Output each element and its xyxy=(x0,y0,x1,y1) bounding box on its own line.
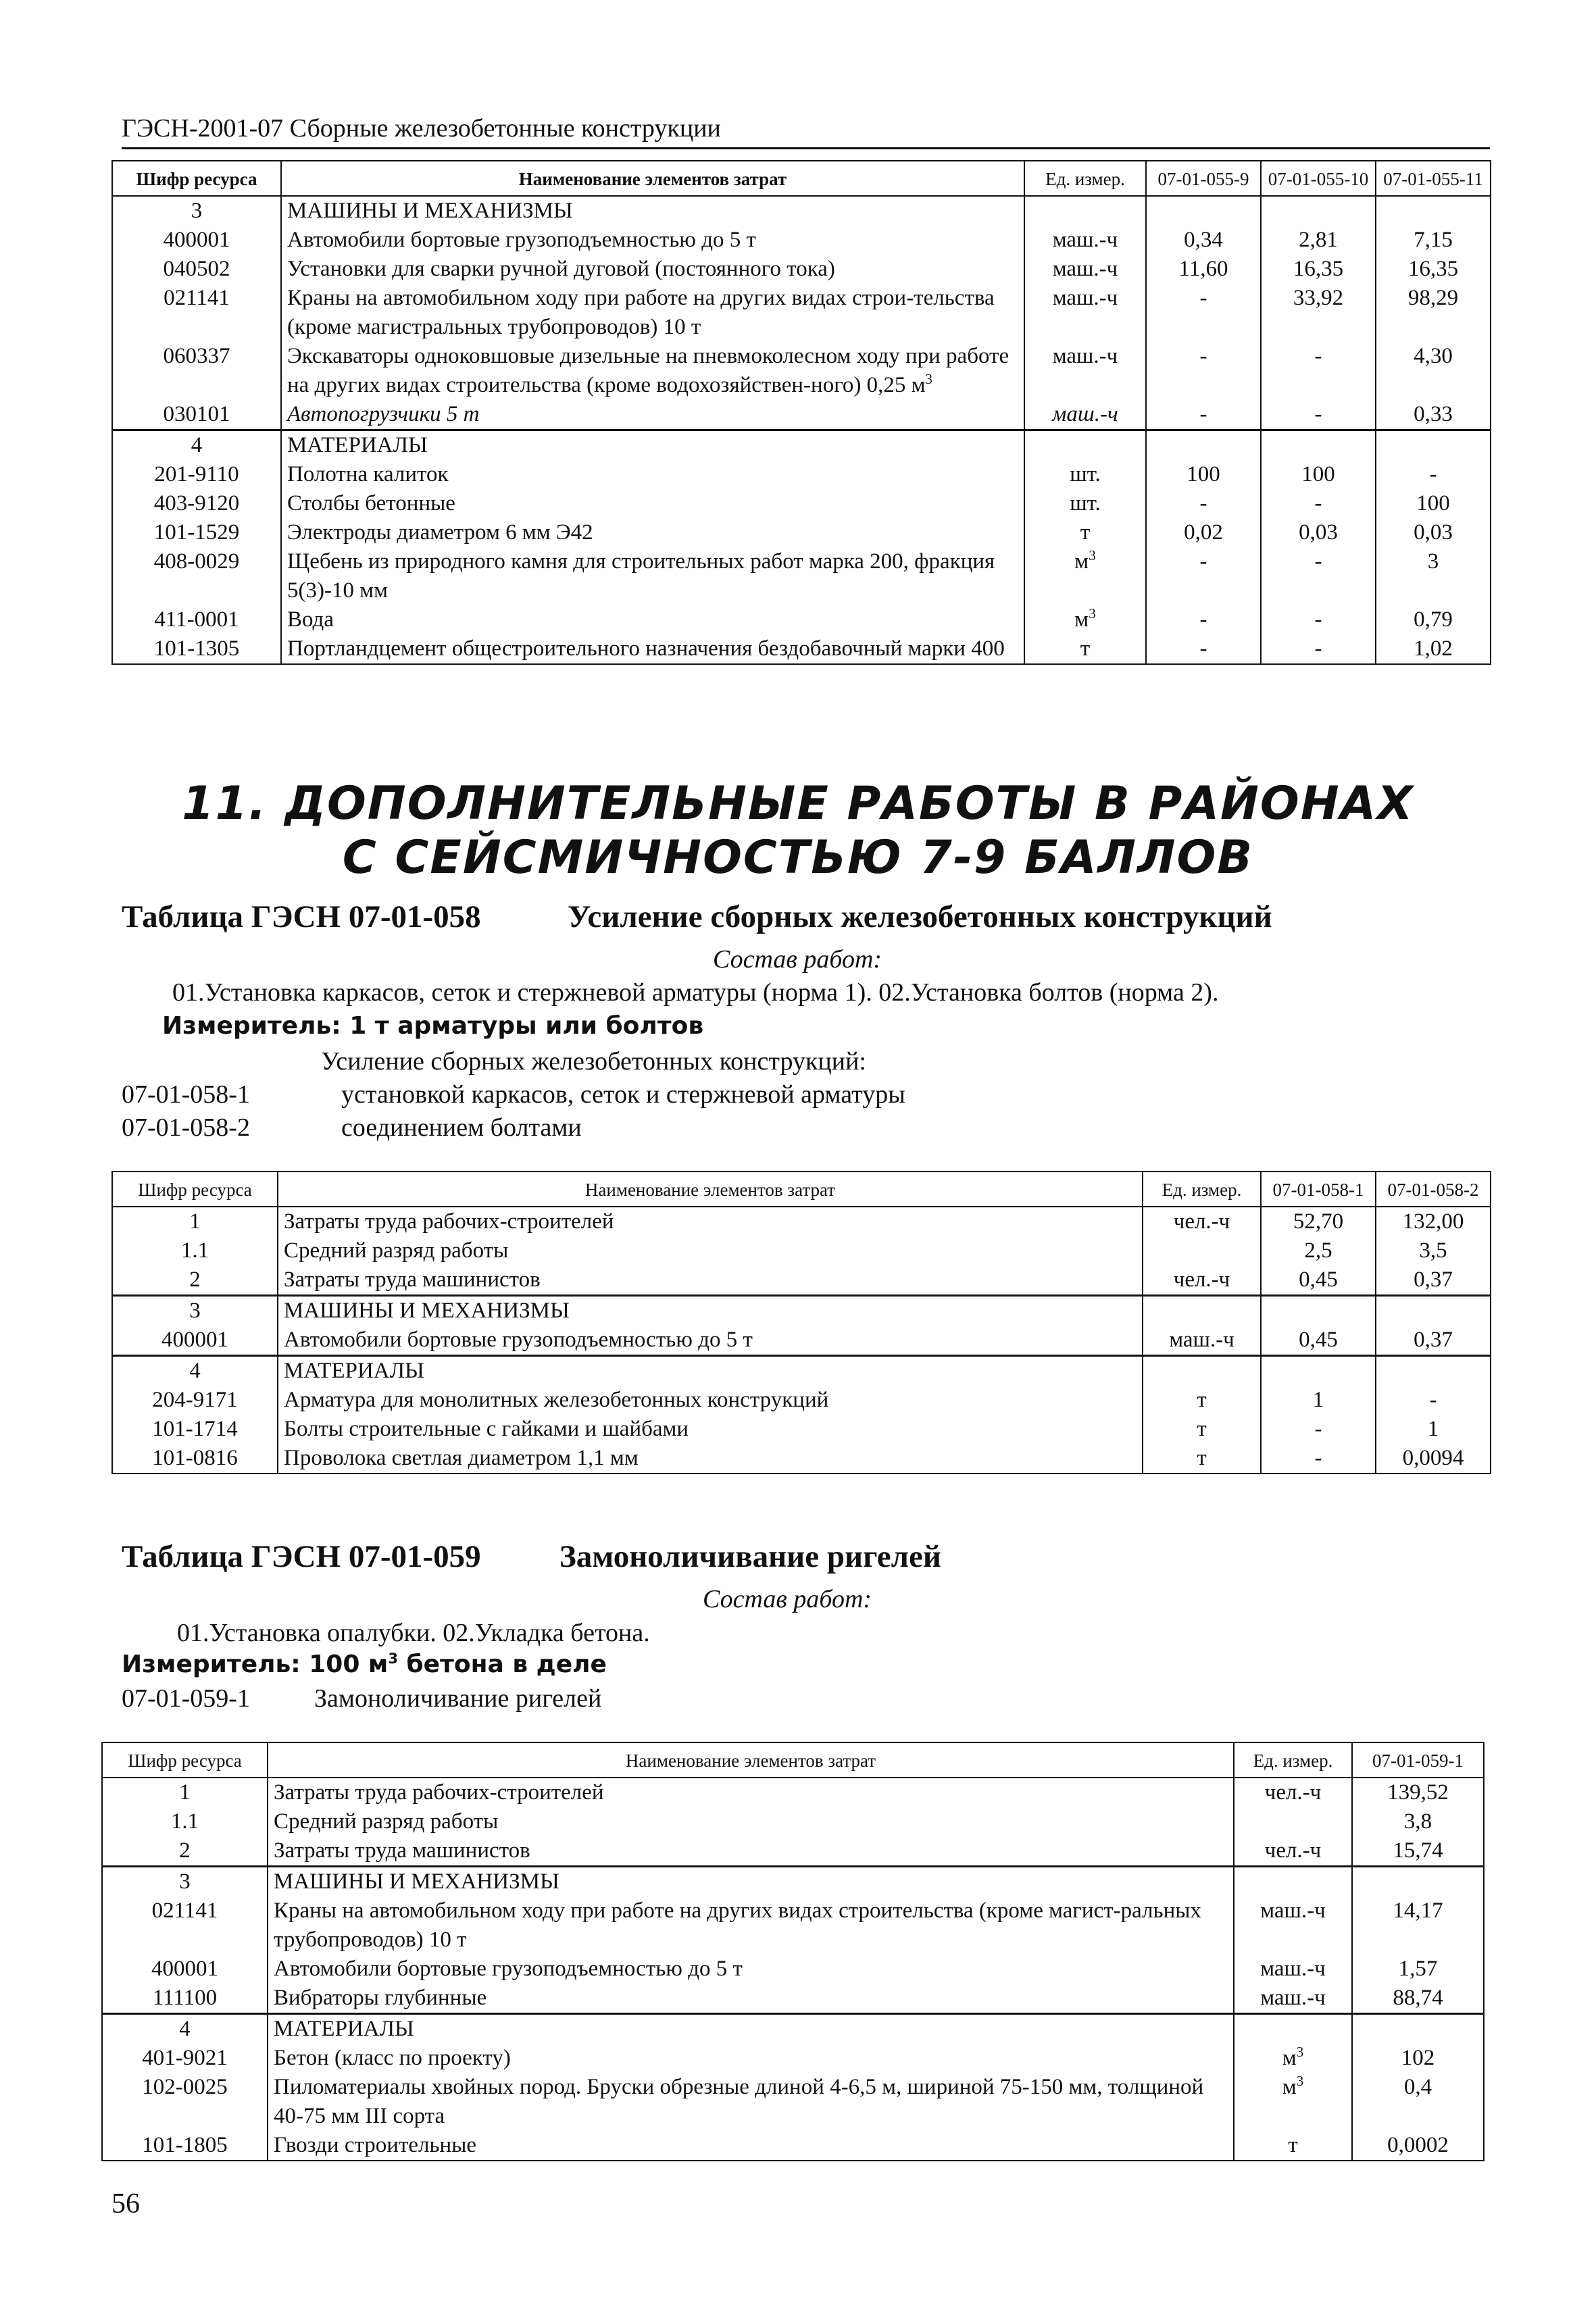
composition-text: 01.Установка каркасов, сеток и стержневой арматуры (норма 1). 02.Установка болтов (норма 2). xyxy=(172,978,1219,1007)
row-code: 400001 xyxy=(102,1955,268,1984)
row-value: 0,03 xyxy=(1261,518,1376,547)
table-059-meter xyxy=(122,1651,607,1678)
group-title: МАТЕРИАЛЫ xyxy=(281,430,1024,461)
row-value: 0,03 xyxy=(1376,518,1491,547)
row-name: Полотна калиток xyxy=(281,460,1024,489)
row-name: Пиломатериалы хвойных пород. Бруски обрезные длиной 4-6,5 м, шириной 75-150 мм, толщиной 40-75 мм III сорта xyxy=(268,2073,1234,2131)
row-unit xyxy=(1143,1236,1261,1265)
row-value: - xyxy=(1261,634,1376,664)
row-unit: т xyxy=(1024,634,1146,664)
header-unit: Ед. измер. xyxy=(1024,161,1146,196)
table-row xyxy=(102,2131,1484,2161)
table-row xyxy=(112,1356,1491,1386)
row-unit: т xyxy=(1143,1415,1261,1444)
row-code: 408-0029 xyxy=(112,547,281,605)
table-header-row xyxy=(112,161,1491,196)
header-name: Наименование элементов затрат xyxy=(281,161,1024,196)
row-code: 3 xyxy=(102,1867,268,1897)
row-code: 1.1 xyxy=(112,1236,278,1265)
row-unit: шт. xyxy=(1024,460,1146,489)
row-name: Автомобили бортовые грузоподъемностью до 5 т xyxy=(278,1326,1143,1356)
group-title: МАШИНЫ И МЕХАНИЗМЫ xyxy=(281,196,1024,226)
row-value: 1 xyxy=(1376,1415,1491,1444)
superscript: 3 xyxy=(1296,2073,1304,2089)
row-code: 101-1714 xyxy=(112,1415,278,1444)
header-col-1: 07-01-055-9 xyxy=(1146,161,1261,196)
row-unit xyxy=(1234,2073,1352,2131)
row-code: 060337 xyxy=(112,342,281,400)
table-row xyxy=(112,196,1491,226)
row-value: 15,74 xyxy=(1352,1836,1484,1867)
row-unit: маш.-ч xyxy=(1024,255,1146,284)
row-code: 101-0816 xyxy=(112,1444,278,1474)
row-code: 4 xyxy=(112,1356,278,1386)
row-name: Затраты труда машинистов xyxy=(268,1836,1234,1867)
row-code: 101-1305 xyxy=(112,634,281,664)
row-value: 52,70 xyxy=(1261,1207,1376,1236)
row-name-text: Экскаваторы одноковшовые дизельные на пневмоколесном ходу при работе на других видах строительства (кроме водохозяйствен-ного) 0,25 м xyxy=(287,344,1009,397)
composition-label: Состав работ: xyxy=(703,1585,872,1613)
header-col-1: 07-01-059-1 xyxy=(1352,1742,1484,1778)
row-value: 4,30 xyxy=(1376,342,1491,400)
row-unit: т xyxy=(1234,2131,1352,2161)
row-value: - xyxy=(1261,400,1376,430)
row-value: 0,34 xyxy=(1146,226,1261,255)
row-name: Гвозди строительные xyxy=(268,2131,1234,2161)
row-code: 1 xyxy=(112,1207,278,1236)
table-row xyxy=(112,284,1491,342)
table-058-label: Таблица ГЭСН 07-01-058 xyxy=(122,899,481,934)
header-name: Наименование элементов затрат xyxy=(278,1172,1143,1207)
superscript: 3 xyxy=(1089,605,1096,622)
row-code: 400001 xyxy=(112,1326,278,1356)
row-value: 102 xyxy=(1352,2044,1484,2073)
resource-table-058 xyxy=(111,1171,1491,1474)
row-value: - xyxy=(1261,1444,1376,1474)
row-value: - xyxy=(1261,489,1376,518)
row-code: 4 xyxy=(102,2014,268,2044)
table-row xyxy=(112,518,1491,547)
table-row xyxy=(112,634,1491,664)
row-name: Вибраторы глубинные xyxy=(268,1984,1234,2014)
table-row xyxy=(102,1984,1484,2014)
unit-text: м xyxy=(1282,2075,1297,2099)
row-name: Щебень из природного камня для строительных работ марка 200, фракция 5(3)-10 мм xyxy=(281,547,1024,605)
header-code: Шифр ресурса xyxy=(102,1742,268,1778)
table-row xyxy=(112,226,1491,255)
norm-intro: Усиление сборных железобетонных конструкций: xyxy=(321,1047,866,1076)
header-unit: Ед. измер. xyxy=(1143,1172,1261,1207)
table-row xyxy=(112,489,1491,518)
row-value: - xyxy=(1261,1415,1376,1444)
table-row xyxy=(112,1326,1491,1356)
row-code: 411-0001 xyxy=(112,605,281,634)
row-value: 98,29 xyxy=(1376,284,1491,342)
row-value: 7,15 xyxy=(1376,226,1491,255)
row-value: 0,45 xyxy=(1261,1265,1376,1296)
row-value: 14,17 xyxy=(1352,1896,1484,1955)
row-code: 101-1805 xyxy=(102,2131,268,2161)
row-name: Автомобили бортовые грузоподъемностью до 5 т xyxy=(281,226,1024,255)
row-value: - xyxy=(1146,342,1261,400)
table-059-name: Замоноличивание ригелей xyxy=(559,1539,941,1574)
row-unit: маш.-ч xyxy=(1024,342,1146,400)
row-name: Автомобили бортовые грузоподъемностью до 5 т xyxy=(268,1955,1234,1984)
row-unit: т xyxy=(1024,518,1146,547)
row-code: 102-0025 xyxy=(102,2073,268,2131)
row-value: - xyxy=(1261,342,1376,400)
table-row xyxy=(102,1836,1484,1867)
row-value: 0,37 xyxy=(1376,1265,1491,1296)
row-unit: т xyxy=(1143,1444,1261,1474)
table-row xyxy=(112,255,1491,284)
superscript: 3 xyxy=(388,1651,398,1667)
table-row xyxy=(102,1896,1484,1955)
table-row xyxy=(112,400,1491,430)
row-name: Проволока светлая диаметром 1,1 мм xyxy=(278,1444,1143,1474)
row-code: 1 xyxy=(102,1778,268,1807)
running-head: ГЭСН-2001-07 Сборные железобетонные конструкции xyxy=(122,114,1490,149)
row-name: Столбы бетонные xyxy=(281,489,1024,518)
table-058-title xyxy=(122,899,1272,935)
row-unit: маш.-ч xyxy=(1234,1955,1352,1984)
row-value: 88,74 xyxy=(1352,1984,1484,2014)
table-058-meter: Измеритель: 1 т арматуры или болтов xyxy=(162,1012,704,1040)
row-value: 3,5 xyxy=(1376,1236,1491,1265)
row-value: 0,79 xyxy=(1376,605,1491,634)
row-value: - xyxy=(1376,1386,1491,1415)
row-name: Автопогрузчики 5 т xyxy=(281,400,1024,430)
row-name: Средний разряд работы xyxy=(268,1807,1234,1836)
table-row xyxy=(102,1867,1484,1897)
norm-code: 07-01-058-1 xyxy=(122,1080,250,1109)
table-058-name: Усиление сборных железобетонных конструкций xyxy=(568,899,1272,934)
row-value: - xyxy=(1261,547,1376,605)
row-value: 0,0094 xyxy=(1376,1444,1491,1474)
table-row xyxy=(102,2044,1484,2073)
unit-text: м xyxy=(1074,549,1089,574)
table-row xyxy=(102,2073,1484,2131)
row-unit: маш.-ч xyxy=(1143,1326,1261,1356)
row-code: 3 xyxy=(112,1296,278,1326)
group-title: МАТЕРИАЛЫ xyxy=(278,1356,1143,1386)
page-number: 56 xyxy=(111,2188,140,2219)
row-name: Установки для сварки ручной дуговой (постоянного тока) xyxy=(281,255,1024,284)
row-value: 16,35 xyxy=(1376,255,1491,284)
header-col-2: 07-01-058-2 xyxy=(1376,1172,1491,1207)
table-row xyxy=(102,1778,1484,1807)
table-row xyxy=(112,460,1491,489)
row-code: 1.1 xyxy=(102,1807,268,1836)
row-value: 3 xyxy=(1376,547,1491,605)
row-unit: маш.-ч xyxy=(1024,226,1146,255)
row-code: 2 xyxy=(102,1836,268,1867)
row-code: 2 xyxy=(112,1265,278,1296)
composition-label: Состав работ: xyxy=(713,945,882,974)
table-row xyxy=(102,1807,1484,1836)
row-value: 33,92 xyxy=(1261,284,1376,342)
unit-text: м xyxy=(1282,2046,1297,2070)
meter-text-end: бетона в деле xyxy=(397,1651,607,1678)
row-name: Портландцемент общестроительного назначения бездобавочный марки 400 xyxy=(281,634,1024,664)
row-value: 139,52 xyxy=(1352,1778,1484,1807)
row-value: - xyxy=(1146,489,1261,518)
row-name: Болты строительные с гайками и шайбами xyxy=(278,1415,1143,1444)
norm-text: соединением болтами xyxy=(341,1113,582,1142)
norm-code: 07-01-059-1 xyxy=(122,1684,250,1713)
row-unit: маш.-ч xyxy=(1234,1896,1352,1955)
row-value: 2,81 xyxy=(1261,226,1376,255)
resource-table-055 xyxy=(111,160,1491,665)
row-unit: маш.-ч xyxy=(1024,284,1146,342)
table-row xyxy=(102,1955,1484,1984)
norm-code: 07-01-058-2 xyxy=(122,1113,250,1142)
row-value: 100 xyxy=(1146,460,1261,489)
norm-text: установкой каркасов, сеток и стержневой арматуры xyxy=(341,1080,905,1109)
row-value: 1 xyxy=(1261,1386,1376,1415)
row-value: 100 xyxy=(1261,460,1376,489)
row-unit: шт. xyxy=(1024,489,1146,518)
row-code: 400001 xyxy=(112,226,281,255)
group-title: МАШИНЫ И МЕХАНИЗМЫ xyxy=(278,1296,1143,1326)
row-unit: чел.-ч xyxy=(1234,1836,1352,1867)
superscript: 3 xyxy=(925,371,933,387)
row-unit: чел.-ч xyxy=(1143,1265,1261,1296)
row-value: 11,60 xyxy=(1146,255,1261,284)
row-value: 2,5 xyxy=(1261,1236,1376,1265)
row-name: Электроды диаметром 6 мм Э42 xyxy=(281,518,1024,547)
row-value: 1,02 xyxy=(1376,634,1491,664)
header-unit: Ед. измер. xyxy=(1234,1742,1352,1778)
composition-text: 01.Установка опалубки. 02.Укладка бетона. xyxy=(177,1619,650,1647)
row-value: - xyxy=(1146,634,1261,664)
table-row xyxy=(112,605,1491,634)
row-value: 3,8 xyxy=(1352,1807,1484,1836)
table-059-title xyxy=(122,1538,941,1575)
row-code: 4 xyxy=(112,430,281,461)
row-unit xyxy=(1234,1807,1352,1836)
table-header-row xyxy=(102,1742,1484,1778)
row-name: Краны на автомобильном ходу при работе на других видах строи-тельства (кроме магистральных трубопроводов) 10 т xyxy=(281,284,1024,342)
table-row xyxy=(112,1444,1491,1474)
header-col-1: 07-01-058-1 xyxy=(1261,1172,1376,1207)
table-059-label: Таблица ГЭСН 07-01-059 xyxy=(122,1539,481,1574)
row-name: Затраты труда рабочих-строителей xyxy=(268,1778,1234,1807)
superscript: 3 xyxy=(1296,2044,1304,2060)
group-title: МАШИНЫ И МЕХАНИЗМЫ xyxy=(268,1867,1234,1897)
row-value: 0,45 xyxy=(1261,1326,1376,1356)
section-title-line-1: 11. ДОПОЛНИТЕЛЬНЫЕ РАБОТЫ В РАЙОНАХ xyxy=(182,777,1414,830)
group-title: МАТЕРИАЛЫ xyxy=(268,2014,1234,2044)
table-row xyxy=(102,2014,1484,2044)
row-value: 0,4 xyxy=(1352,2073,1484,2131)
row-unit xyxy=(1024,605,1146,634)
row-name: Бетон (класс по проекту) xyxy=(268,2044,1234,2073)
row-unit: чел.-ч xyxy=(1143,1207,1261,1236)
table-header-row xyxy=(112,1172,1491,1207)
row-unit xyxy=(1234,2044,1352,2073)
row-value: 1,57 xyxy=(1352,1955,1484,1984)
row-value: 132,00 xyxy=(1376,1207,1491,1236)
table-row xyxy=(112,547,1491,605)
unit-text: м xyxy=(1074,607,1089,632)
table-row xyxy=(112,1207,1491,1236)
row-code: 201-9110 xyxy=(112,460,281,489)
header-name: Наименование элементов затрат xyxy=(268,1742,1234,1778)
row-value: - xyxy=(1146,605,1261,634)
row-value: 0,0002 xyxy=(1352,2131,1484,2161)
meter-text: Измеритель: 100 м xyxy=(122,1651,389,1678)
header-code: Шифр ресурса xyxy=(112,161,281,196)
row-code: 111100 xyxy=(102,1984,268,2014)
row-code: 101-1529 xyxy=(112,518,281,547)
row-name: Затраты труда рабочих-строителей xyxy=(278,1207,1143,1236)
row-unit: т xyxy=(1143,1386,1261,1415)
row-value: - xyxy=(1261,605,1376,634)
table-row xyxy=(112,342,1491,400)
row-name: Краны на автомобильном ходу при работе на других видах строительства (кроме магист-ральных трубопроводов) 10 т xyxy=(268,1896,1234,1955)
table-row xyxy=(112,430,1491,461)
row-code: 040502 xyxy=(112,255,281,284)
row-name: Арматура для монолитных железобетонных конструкций xyxy=(278,1386,1143,1415)
row-code: 401-9021 xyxy=(102,2044,268,2073)
row-code: 3 xyxy=(112,196,281,226)
row-value: - xyxy=(1376,460,1491,489)
row-value: - xyxy=(1146,400,1261,430)
section-title-line-2: С СЕЙСМИЧНОСТЬЮ 7-9 БАЛЛОВ xyxy=(342,831,1254,884)
table-row xyxy=(112,1236,1491,1265)
table-row xyxy=(112,1265,1491,1296)
header-col-2: 07-01-055-10 xyxy=(1261,161,1376,196)
row-name xyxy=(281,342,1024,400)
row-value: 0,02 xyxy=(1146,518,1261,547)
header-code: Шифр ресурса xyxy=(112,1172,278,1207)
row-value: - xyxy=(1146,547,1261,605)
row-value: 16,35 xyxy=(1261,255,1376,284)
row-code: 021141 xyxy=(112,284,281,342)
row-name: Вода xyxy=(281,605,1024,634)
table-row xyxy=(112,1415,1491,1444)
row-unit: маш.-ч xyxy=(1234,1984,1352,2014)
row-unit: чел.-ч xyxy=(1234,1778,1352,1807)
row-unit: маш.-ч xyxy=(1024,400,1146,430)
row-code: 021141 xyxy=(102,1896,268,1955)
norm-text: Замоноличивание ригелей xyxy=(314,1684,602,1713)
row-unit xyxy=(1024,547,1146,605)
header-col-3: 07-01-055-11 xyxy=(1376,161,1491,196)
row-value: - xyxy=(1146,284,1261,342)
row-code: 204-9171 xyxy=(112,1386,278,1415)
row-name: Средний разряд работы xyxy=(278,1236,1143,1265)
row-name: Затраты труда машинистов xyxy=(278,1265,1143,1296)
row-value: 0,37 xyxy=(1376,1326,1491,1356)
row-code: 403-9120 xyxy=(112,489,281,518)
table-row xyxy=(112,1386,1491,1415)
table-row xyxy=(112,1296,1491,1326)
row-value: 0,33 xyxy=(1376,400,1491,430)
superscript: 3 xyxy=(1089,547,1096,563)
row-value: 100 xyxy=(1376,489,1491,518)
resource-table-059 xyxy=(101,1742,1485,2161)
row-code: 030101 xyxy=(112,400,281,430)
